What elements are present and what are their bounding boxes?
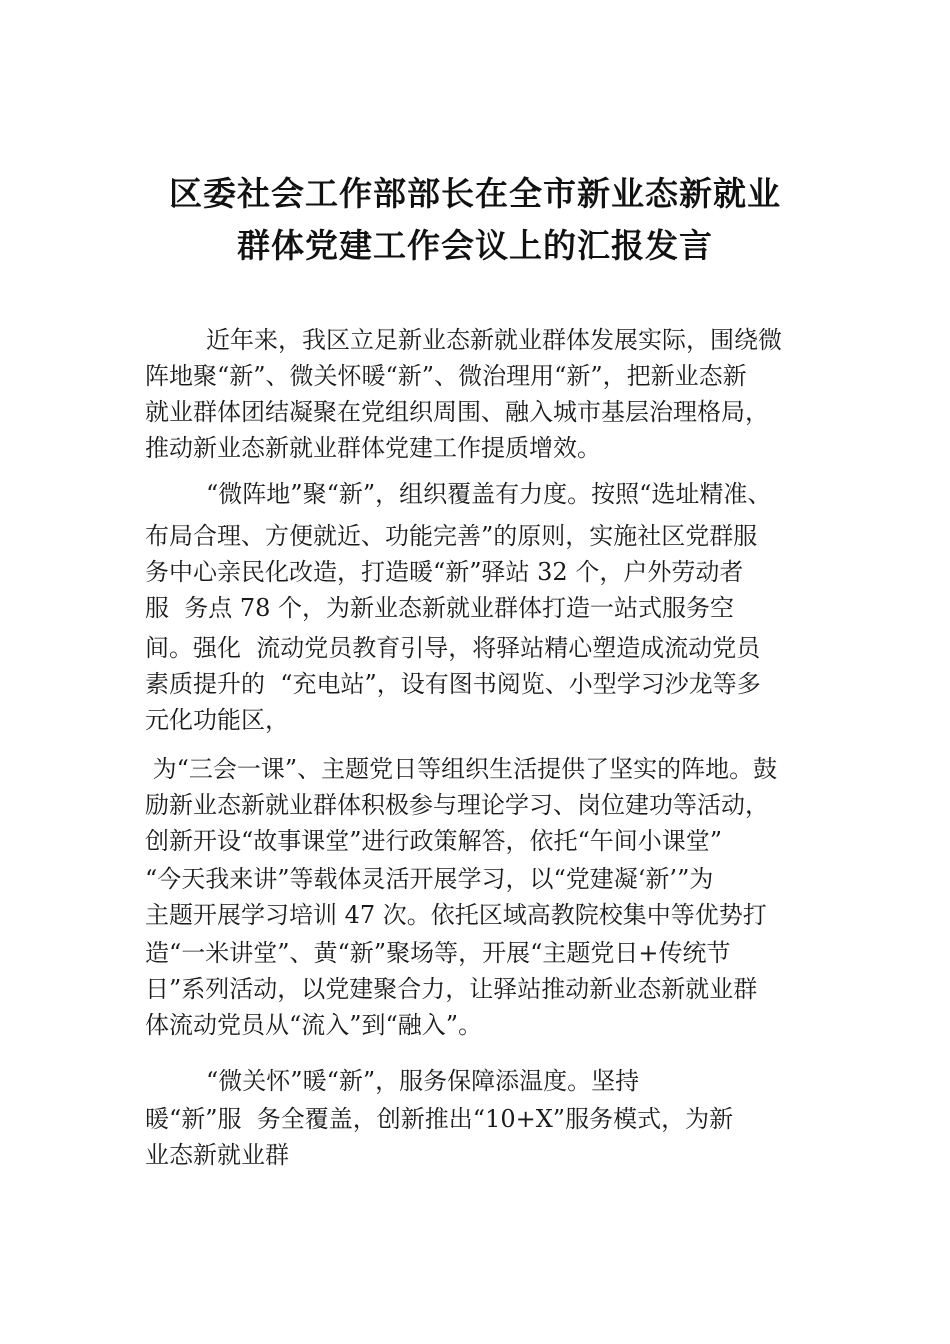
body-line: 体流动党员从“流入”到“融入”。 <box>145 1011 483 1039</box>
body-line: 素质提升的 “充电站”，设有图书阅览、小型学习沙龙等多 <box>145 670 761 698</box>
body-line: 励新业态新就业群体积极参与理论学习、岗位建功等活动， <box>145 791 769 819</box>
body-line: 主题开展学习培训 47 次。依托区域高教院校集中等优势打 <box>145 901 767 929</box>
body-line: 暖“新”服 务全覆盖，创新推出“10+X”服务模式，为新 <box>145 1105 734 1133</box>
body-line: 造“一米讲堂”、黄“新”聚场等，开展“主题党日+传统节 <box>145 939 731 967</box>
body-line: 为“三会一课”、主题党日等组织生活提供了坚实的阵地。鼓 <box>145 755 778 783</box>
body-line: 阵地聚“新”、微关怀暖“新”、微治理用“新”，把新业态新 <box>145 362 747 390</box>
body-line: 务中心亲民化改造，打造暖“新”驿站 32 个，户外劳动者 <box>145 558 744 586</box>
body-line: 服 务点 78 个，为新业态新就业群体打造一站式服务空 <box>145 594 735 622</box>
body-line: “今天我来讲”等载体灵活开展学习，以“党建凝‘新’”为 <box>145 865 714 893</box>
body-line: 创新开设“故事课堂”进行政策解答，依托“午间小课堂” <box>145 827 723 855</box>
body-line: 日”系列活动，以党建聚合力，让驿站推动新业态新就业群 <box>145 975 758 1003</box>
body-line: 间。强化 流动党员教育引导，将驿站精心塑造成流动党员 <box>145 634 761 662</box>
body-line: 布局合理、方便就近、功能完善”的原则，实施社区党群服 <box>145 522 758 550</box>
body-line: 推动新业态新就业群体党建工作提质增效。 <box>145 434 601 462</box>
document-title-line-2: 群体党建工作会议上的汇报发言 <box>237 226 713 265</box>
body-line: “微阵地”聚“新”，组织覆盖有力度。按照“选址精准、 <box>145 480 772 508</box>
body-line: 就业群体团结凝聚在党组织周围、融入城市基层治理格局， <box>145 398 769 426</box>
body-line: 业态新就业群 <box>145 1141 289 1169</box>
body-line: “微关怀”暖“新”，服务保障添温度。坚持 <box>145 1067 640 1095</box>
body-line: 近年来，我区立足新业态新就业群体发展实际，围绕微 <box>145 326 783 354</box>
document-title-line-1: 区委社会工作部部长在全市新业态新就业 <box>169 174 781 213</box>
body-line: 元化功能区， <box>145 706 289 734</box>
